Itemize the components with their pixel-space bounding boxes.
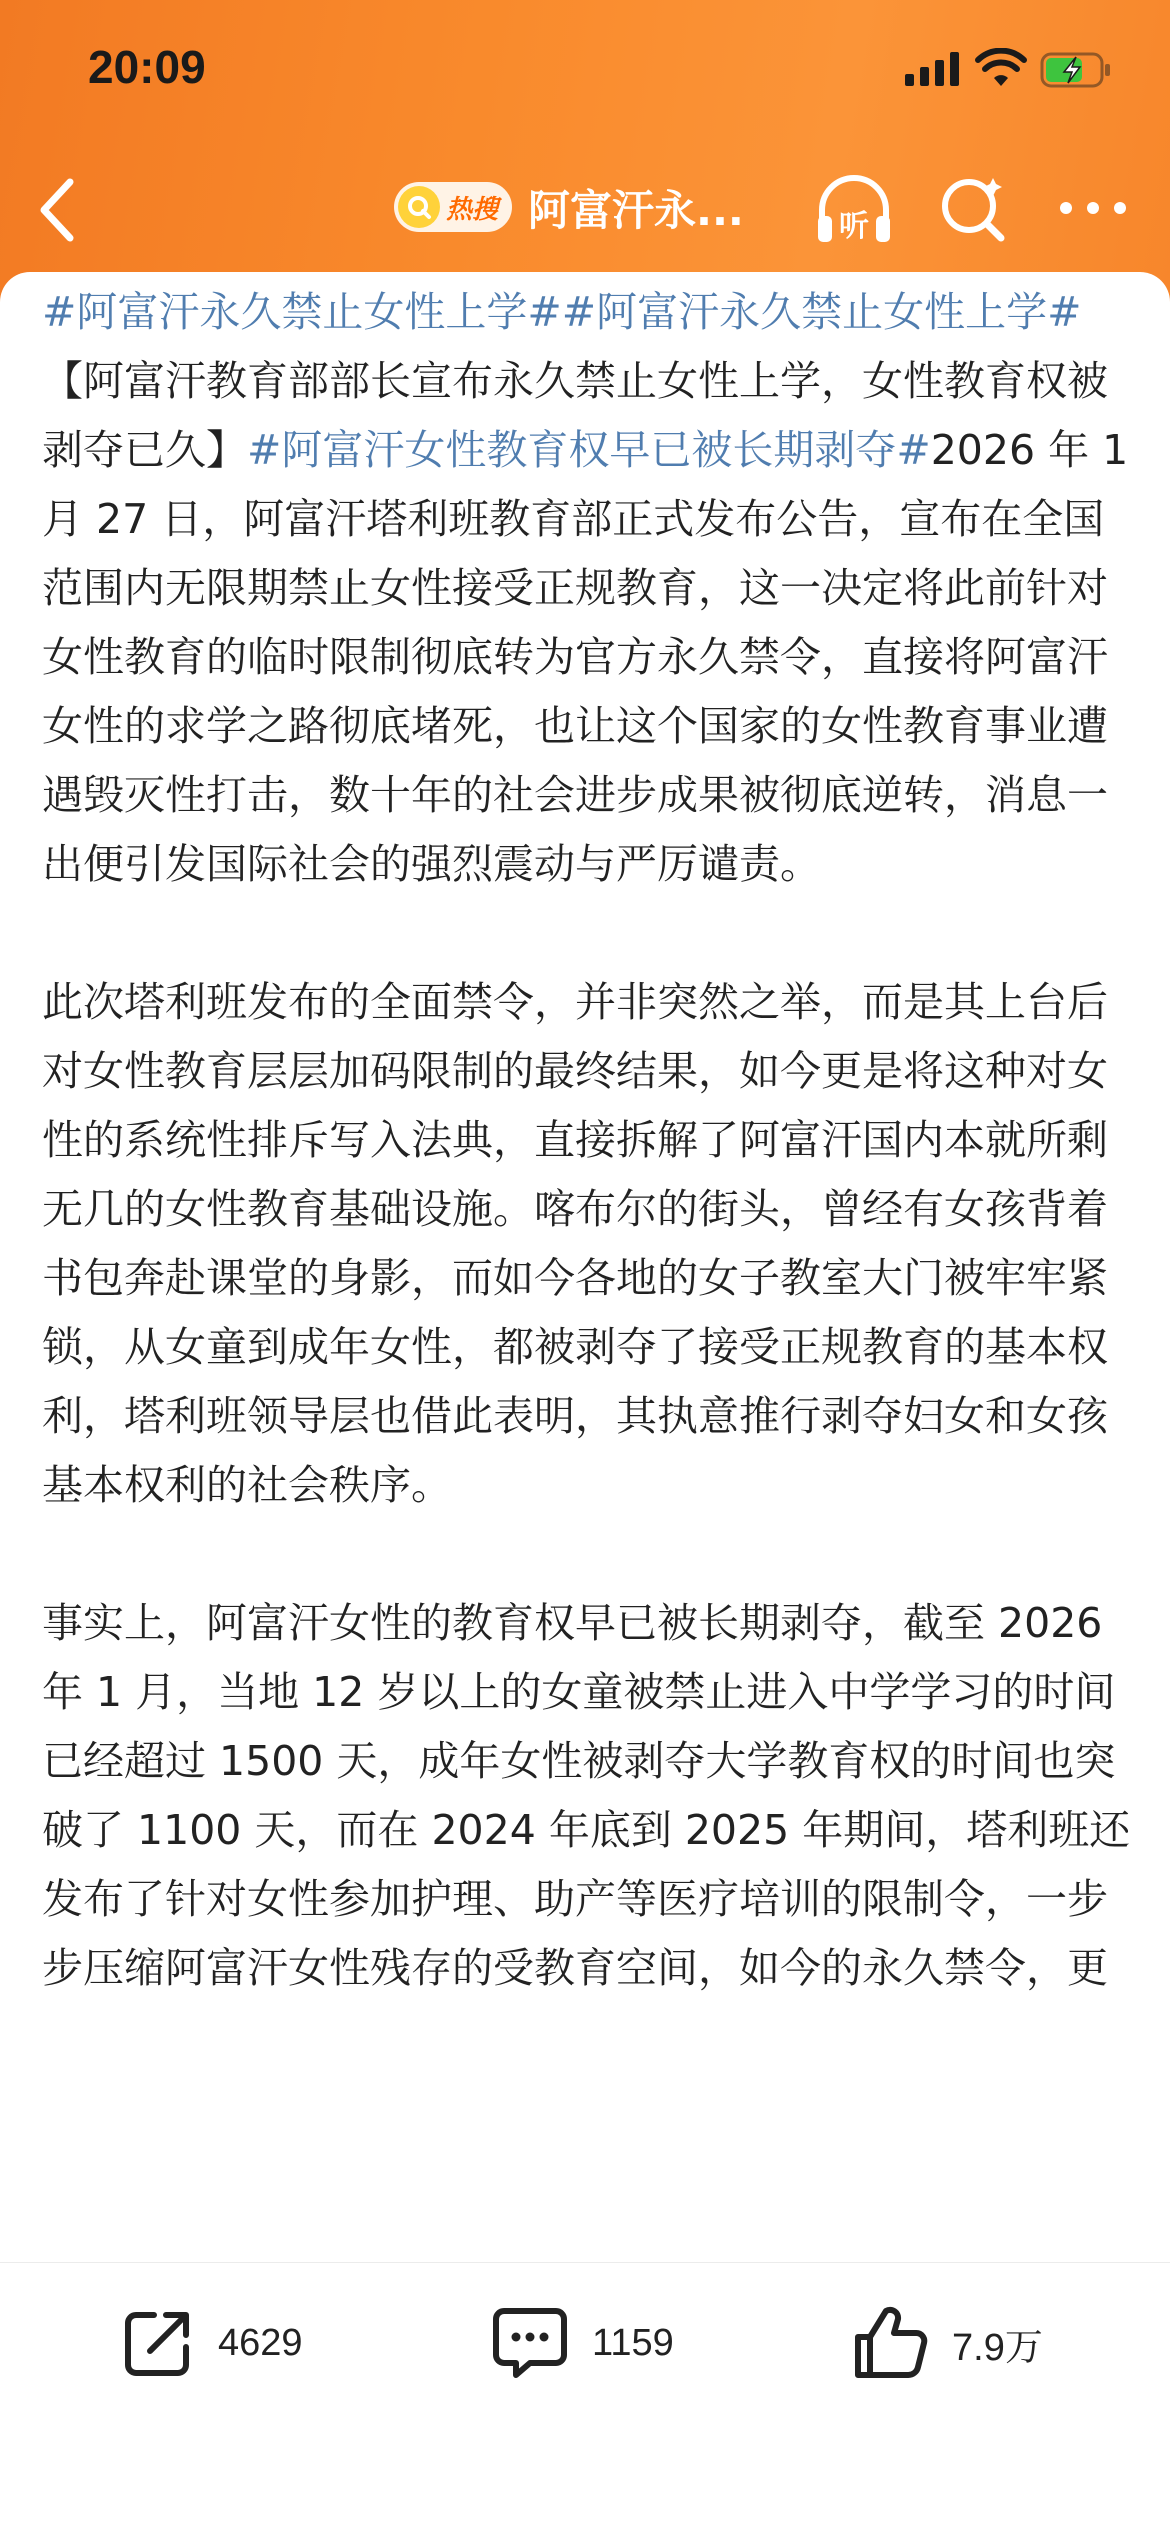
thumbs-up-icon	[850, 2303, 930, 2383]
comment-icon	[490, 2303, 570, 2383]
navigation-bar	[0, 150, 1170, 270]
hot-search-badge[interactable]	[394, 182, 512, 232]
paragraph-1	[42, 278, 1132, 899]
more-options-icon[interactable]	[1058, 198, 1128, 218]
share-button[interactable]	[120, 2303, 303, 2383]
like-button[interactable]	[850, 2303, 1043, 2383]
listen-headphones-icon[interactable]	[812, 172, 896, 248]
paragraph-2: 此次塔利班发布的全面禁令，并非突然之举，而是其上台后对女性教育层层加码限制的最终结果，如今更是将这种对女性的系统性排斥写入法典，直接拆解了阿富汗国内本就所剩无几的女性教育基础设施。喀布尔的街头，曾经有女孩背着书包奔赴课堂的身影，而如今各地的女子教室大门被牢牢紧锁，从女童到成年女性，都被剥夺了接受正规教育的基本权利，塔利班领导层也借此表明，其执意推行剥夺妇女和女孩基本权利的社会秩序。	[42, 978, 1108, 1509]
comment-button[interactable]	[490, 2303, 674, 2383]
comment-count: 1159	[592, 2321, 674, 2364]
topic-tag[interactable]: #阿富汗永久禁止女性上学#	[42, 288, 562, 336]
share-count: 4629	[218, 2321, 303, 2364]
back-arrow-icon[interactable]	[30, 170, 90, 250]
search-q-icon	[398, 186, 440, 228]
like-count: 7.9万	[952, 2326, 1043, 2369]
svg-text:听: 听	[839, 209, 869, 244]
topic-tag[interactable]: #阿富汗永久禁止女性上学#	[561, 288, 1082, 336]
wifi-icon	[975, 48, 1027, 88]
page-title: 阿富汗永...	[528, 186, 744, 235]
topic-tag[interactable]: #阿富汗女性教育权早已被长期剥夺#	[247, 426, 931, 474]
paragraph-3: 事实上，阿富汗女性的教育权早已被长期剥夺，截至 2026 年 1 月，当地 12 岁以上的女童被禁止进入中学学习的时间已经超过 1500 天，成年女性被剥夺大学教育权的时间也突破了 1100 天，而在 2024 年底到 2025 年期间，塔利班还发布了针对女性参加护理、助产等医疗培训的限制令，一步步压缩阿富汗女性残存的受教育空间，如今的永久禁令，更	[42, 1599, 1131, 1992]
search-icon[interactable]	[935, 170, 1011, 246]
share-icon	[120, 2305, 196, 2381]
post-content	[42, 278, 1132, 2072]
body-text: 2026 年 1 月 27 日，阿富汗塔利班教育部正式发布公告，宣布在全国范围内无限期禁止女性接受正规教育，这一决定将此前针对女性教育的临时限制彻底转为官方永久禁令，直接将阿富汗女性的求学之路彻底堵死，也让这个国家的女性教育事业遭遇毁灭性打击，数十年的社会进步成果被彻底逆转，消息一出便引发国际社会的强烈震动与严厉谴责。	[42, 426, 1129, 888]
hot-search-label: 热搜	[446, 194, 499, 225]
action-bar	[0, 2262, 1170, 2533]
status-time: 20:09	[88, 41, 206, 93]
status-bar	[0, 0, 1170, 150]
cellular-signal-icon	[905, 52, 961, 86]
battery-charging-icon	[1040, 52, 1112, 88]
headline-text: 【阿富汗教育部部长宣布永久禁止女性上学，女性教育权被剥夺已久】	[42, 357, 1108, 474]
